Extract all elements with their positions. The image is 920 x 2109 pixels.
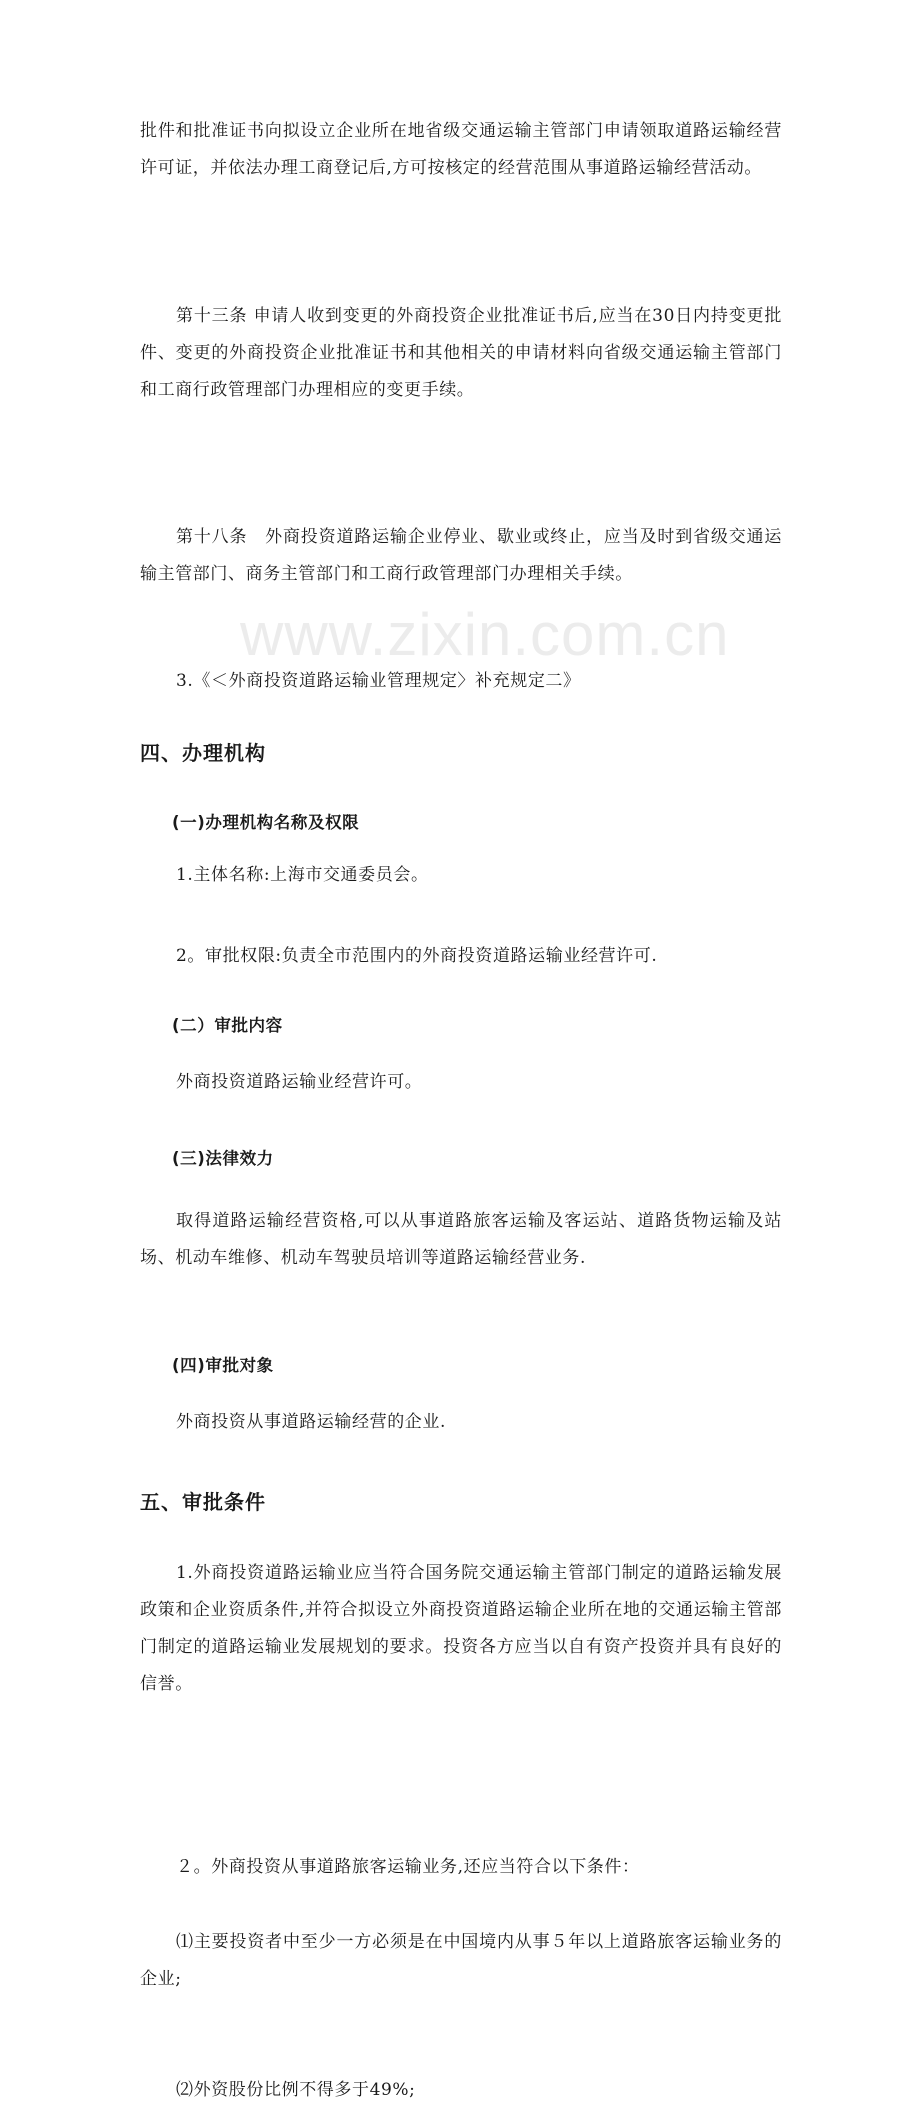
paragraph-supplement-2: 3.《＜外商投资道路运输业管理规定〉补充规定二》 — [176, 671, 581, 691]
heading-section-5: 五、审批条件 — [140, 1490, 266, 1514]
heading-section-4: 四、办理机构 — [140, 741, 266, 765]
paragraph-approval-docs: 批件和批准证书向拟设立企业所在地省级交通运输主管部门申请领取道路运输经营许可证，并依法办理工商登记后,方可按核定的经营范围从事道路运输经营活动。 — [140, 121, 782, 178]
subheading-4-2: (二）审批内容 — [172, 1016, 283, 1035]
paragraph-legal-effect: 取得道路运输经营资格,可以从事道路旅客运输及客运站、道路货物运输及站场、机动车维修、机动车驾驶员培训等道路运输经营业务. — [140, 1211, 782, 1268]
subheading-4-3: (三)法律效力 — [172, 1149, 274, 1168]
paragraph-condition-2-2: ⑵外资股份比例不得多于49%; — [176, 2080, 416, 2100]
paragraph-condition-2-1: ⑴主要投资者中至少一方必须是在中国境内从事５年以上道路旅客运输业务的企业; — [140, 1932, 782, 1989]
paragraph-approval-authority: 2。审批权限:负责全市范围内的外商投资道路运输业经营许可. — [176, 946, 658, 966]
paragraph-article-18: 第十八条 外商投资道路运输企业停业、歇业或终止，应当及时到省级交通运输主管部门、商务主管部门和工商行政管理部门办理相关手续。 — [140, 527, 782, 584]
paragraph-entity-name: 1.主体名称:上海市交通委员会。 — [176, 865, 429, 885]
paragraph-article-13: 第十三条 申请人收到变更的外商投资企业批准证书后,应当在30日内持变更批件、变更的外商投资企业批准证书和其他相关的申请材料向省级交通运输主管部门和工商行政管理部门办理相应的变更手续。 — [140, 306, 782, 400]
paragraph-condition-2: ２。外商投资从事道路旅客运输业务,还应当符合以下条件： — [176, 1857, 640, 1877]
subheading-4-1: (一)办理机构名称及权限 — [172, 813, 360, 832]
paragraph-condition-1: 1.外商投资道路运输业应当符合国务院交通运输主管部门制定的道路运输发展政策和企业资质条件,并符合拟设立外商投资道路运输企业所在地的交通运输主管部门制定的道路运输业发展规划的要求。投资各方应当以自有资产投资并具有良好的信誉。 — [140, 1563, 782, 1694]
subheading-4-4: (四)审批对象 — [172, 1356, 274, 1375]
paragraph-approval-content: 外商投资道路运输业经营许可。 — [176, 1072, 423, 1092]
paragraph-approval-target: 外商投资从事道路运输经营的企业. — [176, 1412, 447, 1432]
watermark: www.zixin.com.cn — [240, 601, 730, 668]
